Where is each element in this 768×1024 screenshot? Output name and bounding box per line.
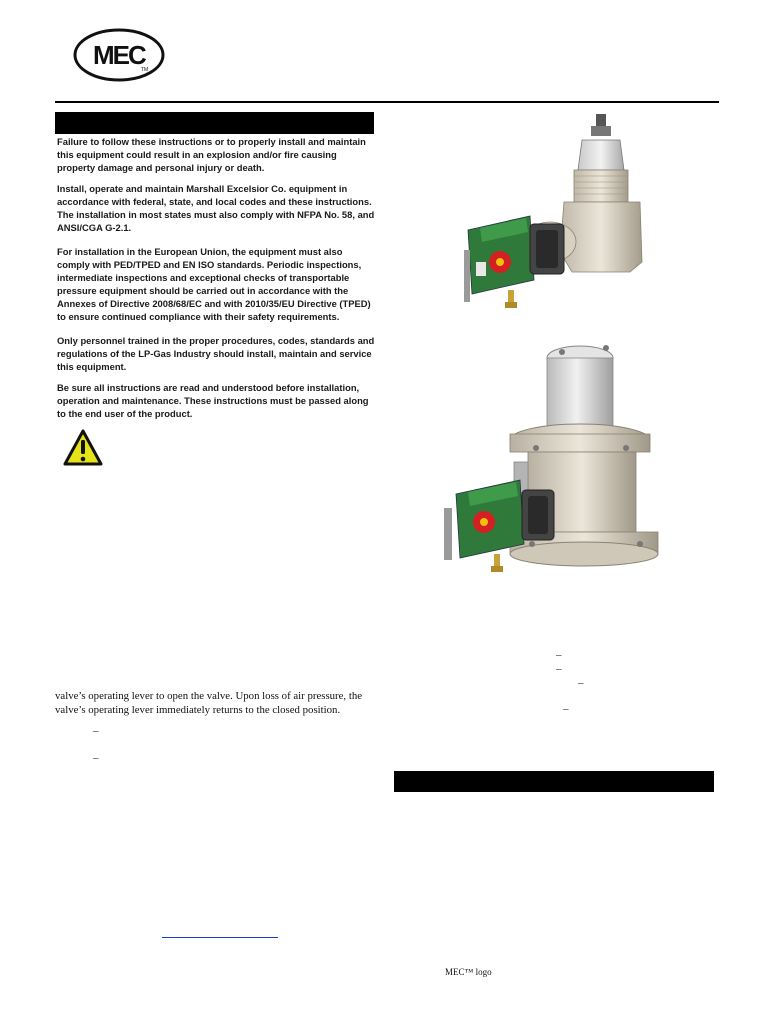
logo-text: MEC — [93, 40, 145, 70]
header-rule — [55, 101, 719, 103]
section-heading-bar — [394, 771, 714, 792]
warning-paragraph-4: Only personnel trained in the proper procedures, codes, standards and regulations of the LP-Gas Industry should install, maintain and service this equipment. — [57, 335, 375, 372]
warning-paragraph-5: Be sure all instructions are read and understood before installation, operation and maintenance. These instructions must be passed along to the end user of the product. — [57, 382, 369, 419]
footer-note: MEC™ logo — [445, 967, 492, 977]
dash-mark-4: – — [556, 663, 562, 675]
dash-mark-2: – — [93, 752, 99, 764]
logo-tm: TM — [141, 67, 149, 73]
warning-paragraph-3: For installation in the European Union, the equipment must also comply with PED/TPED and EN ISO standards. Periodic inspections, intermediate inspections and exceptional checks of transportable pressure equipment should be carried out in accordance with the Annexes of Directive 2008/68/EC and with 2010/35/EU Directive (TPED) to ensure continued compliance with their safety requirements. — [57, 246, 371, 322]
warning-paragraph-1: Failure to follow these instructions or to properly install and maintain this equipment could result in an explosion and/or fire causing property damage and personal injury or death. — [57, 136, 366, 173]
operation-text: valve’s operating lever to open the valve. Upon loss of air pressure, the valve’s operating lever immediately returns to the closed position. — [55, 690, 363, 716]
dash-mark-1: – — [93, 725, 99, 737]
hyperlink-underline[interactable] — [162, 937, 278, 938]
warning-heading-bar — [55, 112, 374, 134]
dash-mark-3: – — [556, 649, 562, 661]
valve-actuator-image-2 — [440, 340, 662, 575]
warning-paragraph-2: Install, operate and maintain Marshall Excelsior Co. equipment in accordance with federal, state, and local codes and these instructions. The installation in most states must also comply with NFPA No. 58, and ANSI/CGA G-2.1. — [57, 183, 375, 233]
caution-icon — [62, 428, 104, 468]
mec-logo — [73, 28, 165, 82]
dash-mark-5: – — [578, 677, 584, 689]
dash-mark-6: – — [563, 703, 569, 715]
valve-actuator-image-1 — [460, 112, 650, 312]
